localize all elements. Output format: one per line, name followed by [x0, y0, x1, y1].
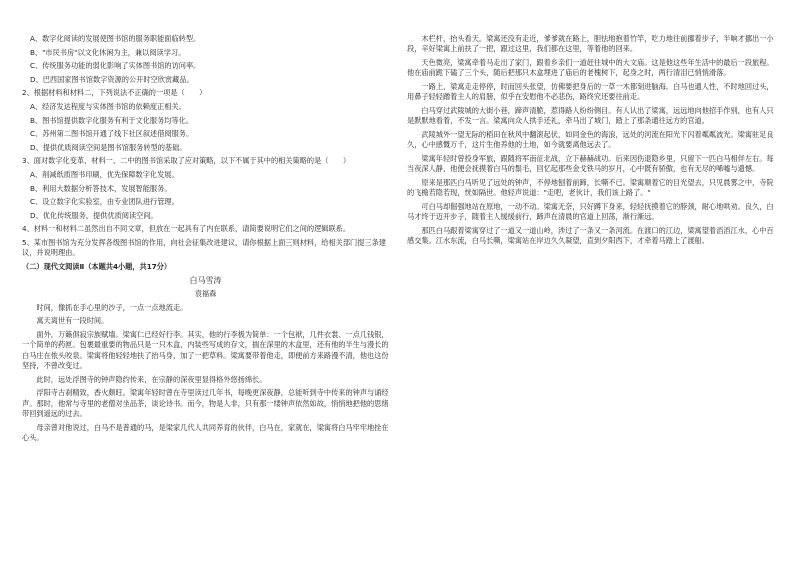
q2-option-d: D、提供优质阅读空间是图书馆服务转型的基础。	[30, 142, 187, 152]
q3-stem: 3、面对数字化变革，材料一、二中的图书馆采取了应对策略，以下不属于其中的相关策略的是（ ）	[22, 156, 351, 166]
q3-option-b: B、利用大数据分析答技术，发展智能服务。	[30, 183, 172, 193]
right-column	[407, 34, 774, 562]
story-author: 袁福森	[194, 289, 217, 299]
q1-option-b: B、"市民书房"以文化休闲为主，兼以阅读学习。	[30, 47, 186, 57]
q4-text: 4、材料一和材料二虽然出自不同文章，但放在一起具有了内在联系，请简要说明它们之间的逻辑联系。	[22, 224, 351, 234]
left-paragraph: 寓天离世有一段时间。	[36, 316, 109, 326]
section-heading: （二）现代文阅读Ⅱ（本题共4小题，共17分）	[22, 261, 172, 271]
story-title: 白马雪涛	[189, 275, 222, 285]
right-paragraph: 天色微亮，梁寓牵着马走出了家门，跟着乡亲们一道赶往城中的大文庙。这是他这些年生活中的最后一段旅程。他在庙前跪下磕了三个头，随后把那只木盒埋进了庙后的老槐树下，起身之时，两行清泪已悄悄滑落。	[407, 58, 774, 78]
left-paragraph: 浮阳寺古刹精致，香火颇旺。梁寓年轻时曾在寺里读过几年书，每晚更深夜静，总能听到寺中传来的钟声与诵经声。那时，他常与寺里的老僧对坐品茶，谈论诗书。而今，物是人非，只有那一缕钟声依然如故，悄悄地把他的思绪带回到遥远的过去。	[22, 388, 389, 419]
right-paragraph: 原来是那匹白马听见了远处的钟声，不停地刨着前蹄，长嘶不已。梁寓顺着它的目光望去，只见晨雾之中，寺院的飞檐若隐若现，恍如隔世。他轻声说道："走吧，老伙计，我们该上路了。"	[407, 178, 774, 198]
left-paragraph: 面外，万籁俱寂宗族赋墙。梁寓仁已经好行李。其实，他的行李极为简单：一个包袱，几件衣裳、一点几钱银，一个简单的药匣。包裹最重要的物品只是一只木盒，内装些写成的存文，揣在深里的木盒里，还有他的半生与漫长的白马庄在侬头咬泉。梁寓将他轻轻地扶了抬马身，加了一把草料。梁寓要带着他走，即便前方来路漫不清，他也这份坚持，不曾改变过。	[22, 329, 389, 371]
left-paragraph: 此时，远处浮图寺的钟声隐约传来，在宗静的深夜里显得格外悠扬绵长。	[36, 374, 267, 384]
q5-text: 5、某市图书馆为充分发挥各级图书馆的作用，向社会征集改进建议，请你根据上面三则材料，给相关部门提三条建议，并说明理由。	[22, 237, 386, 258]
q1-option-c: C、传统服务功能的弱化影响了实体图书馆的访问率。	[30, 61, 201, 71]
q2-stem: 2、根据材料和材料二，下列说法不正确的一项是（ ）	[22, 88, 207, 98]
right-paragraph: 那匹白马跟着梁寓穿过了一道又一道山岭，涉过了一条又一条河流。在渡口的江边，梁寓望着滔滔江水，心中百感交集。江水东流，白马长嘶，梁寓站在岸边久久凝望，直到夕阳西下，才牵着马踏上了渡船。	[407, 226, 774, 246]
left-paragraph: 母亲曾对他说过，白马不是普通的马，是梁家几代人共同养育的伙伴，白马在，家就在，梁寓将白马牢牢地拴在心头。	[22, 422, 389, 443]
right-paragraph: 武陵城外一望无际的稻田在秋风中翻滚起伏，如同金色的海浪，远处的河流在阳光下闪着粼粼波光。梁寓驻足良久，心中感慨万千，这片生他养他的土地，如今就要离他远去了。	[407, 130, 774, 150]
q1-option-a: A、数字化阅读的发展使图书馆的服务职能面临转型。	[30, 34, 201, 43]
right-paragraph: 一路上，梁寓走走停停，时而回头张望，仿佛要把身后的一草一木都刻进脑海。白马也通人性，不时地回过头，用鼻子轻轻蹭着主人的肩膀，似乎在安慰他不必悲伤，路终究还要往前走。	[407, 82, 774, 102]
q2-option-b: B、图书馆提供数字化服务有利于文化服务均等化。	[30, 115, 194, 125]
right-paragraph: 可白马却倔强地站在原地，一动不动。梁寓无奈，只好蹲下身来，轻轻抚摸着它的脖颈，耐心地哄劝。良久，白马才终于迈开步子，随着主人缓缓前行，蹄声在清晨的官道上回荡，渐行渐远。	[407, 202, 774, 222]
right-paragraph: 梁寓年轻时曾投身军旅，跟随将军南征北战，立下赫赫战功。后来因伤退隐乡里，只留下一匹白马相伴左右。每当夜深人静，他便会抚摸着白马的鬃毛，回忆起那些金戈铁马的岁月，心中既有骄傲，也有无尽的唏嘘与遗憾。	[407, 154, 774, 174]
right-paragraph: 白马穿过武陵城的大街小巷，蹄声清脆，惹得路人纷纷侧目。有人认出了梁寓，远远地向他招手作别，也有人只是默默地看着，不发一言。梁寓向众人拱手还礼，牵马出了城门，踏上了那条通往远方的官道。	[407, 106, 774, 126]
q3-option-d: D、优化传统服务，提供优质阅读空间。	[30, 210, 158, 220]
q3-option-a: A、削减纸质图书印刷，优先保障数字化发展。	[30, 169, 179, 179]
q3-option-c: C、设立数字化实验室，由专业团队进行管理。	[30, 197, 179, 207]
q1-option-d: D、巴西国家图书馆数字资源的公开时空欣赏藏品。	[30, 74, 194, 84]
q2-option-a: A、经济发达程度与实体图书馆的依赖度正相关。	[30, 101, 186, 111]
left-paragraph: 时间，像抓在手心里的沙子，一点一点地流走。	[36, 302, 188, 312]
right-paragraph: 木栏杆，抬头看天。梁寓还没有走近，爹爹就在路上，胆怯地抱着竹竿，吃力地往前挪着步子，半晌才挪出一小段，辛好梁寓上前扶了一把，跟过这里，我们都在这里，等着他的回来。	[407, 34, 774, 54]
q2-option-c: C、苏州第二图书馆开通了线下社区叙述借阅服务。	[30, 129, 194, 139]
left-column	[22, 34, 389, 562]
